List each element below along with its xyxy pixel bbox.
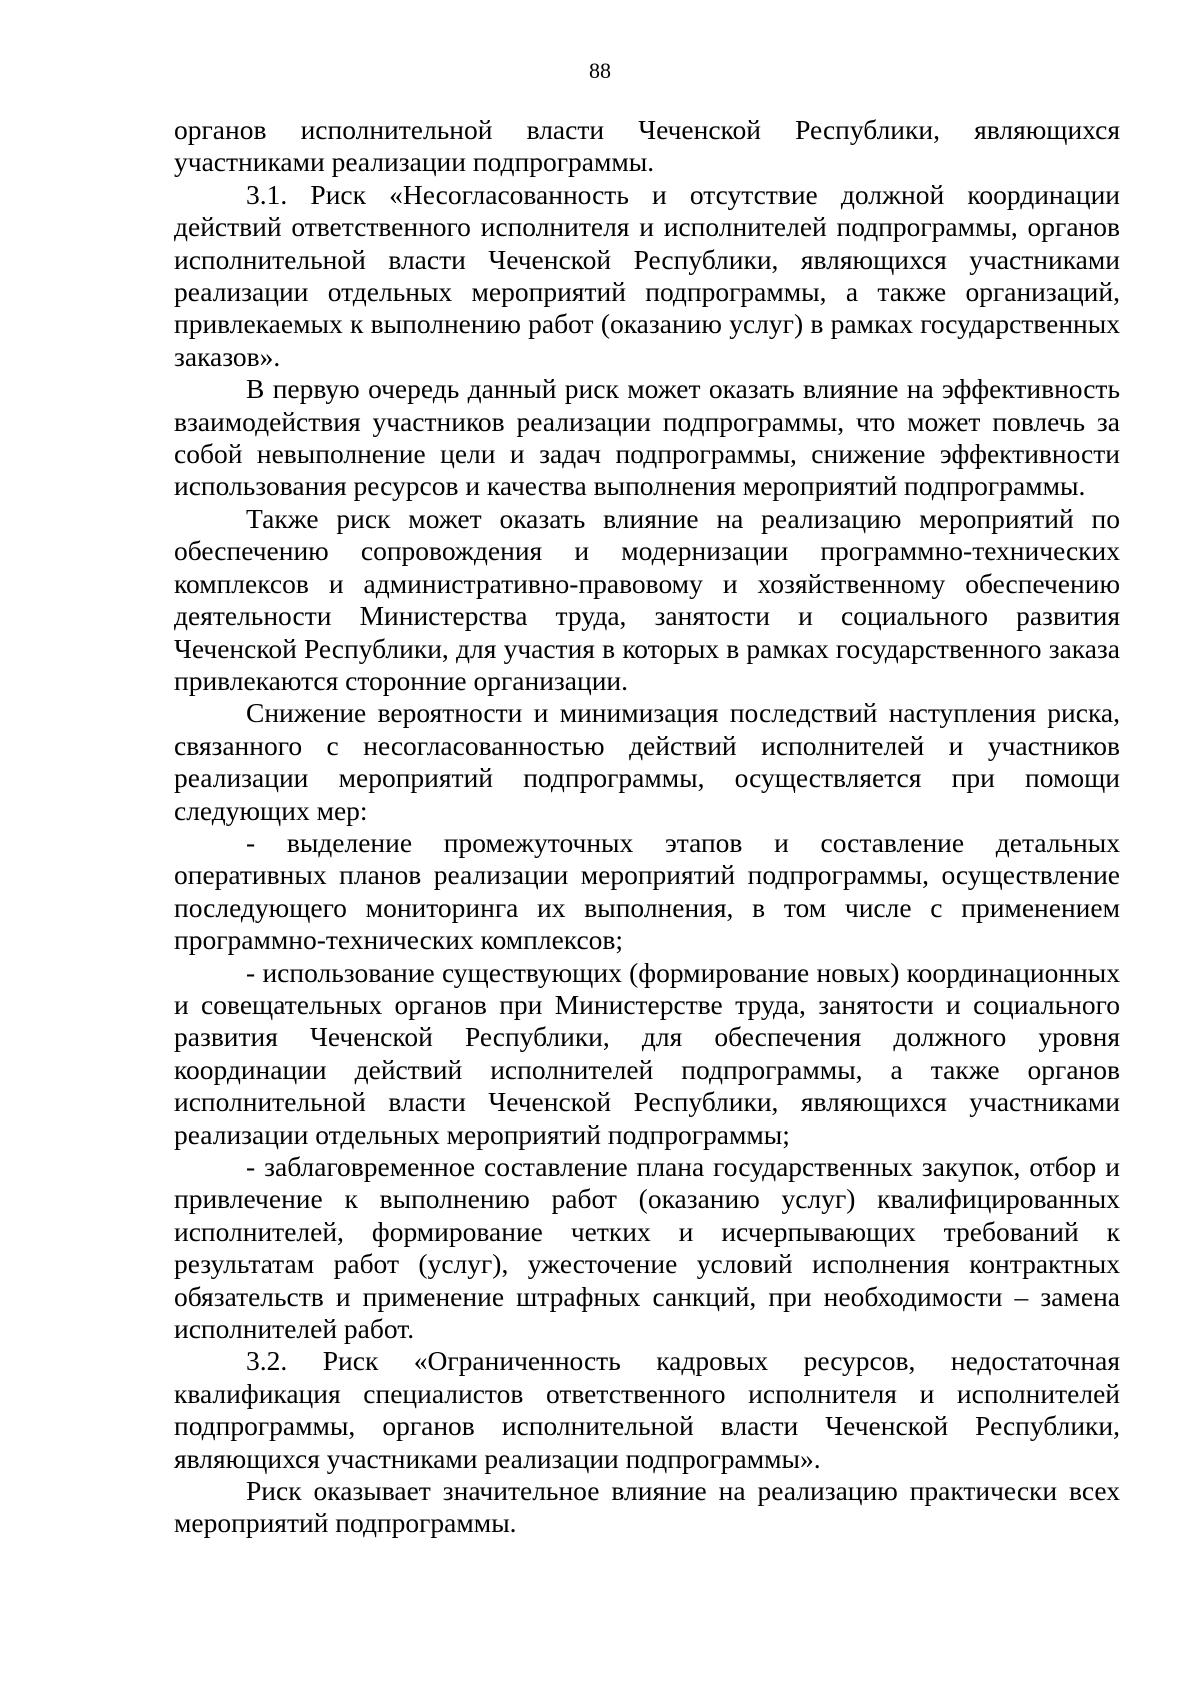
paragraph-continuation: органов исполнительной власти Чеченской Республики, являющихся участниками реализации подпрограммы.	[174, 114, 1120, 178]
page-number: 88	[589, 58, 611, 83]
paragraph-risk-3-1: 3.1. Риск «Несогласованность и отсутствие должной координации действий ответственного исполнителя и исполнителей подпрограммы, органов исполнительной власти Чеченской Республики, являющихся участниками реализации отдельных мероприятий подпрограммы, а также организаций, привлекаемых к выполнению работ (оказанию услуг) в рамках государственных заказов».	[174, 178, 1120, 372]
list-item-measure-2: - использование существующих (формирование новых) координационных и совещательных органов при Министерстве труда, занятости и социального развития Чеченской Республики, для обеспечения должного уровня координации действий исполнителей подпрограммы, а также органов исполнительной власти Чеченской Республики, являющихся участниками реализации отдельных мероприятий подпрограммы;	[174, 956, 1120, 1150]
paragraph-risk-also: Также риск может оказать влияние на реализацию мероприятий по обеспечению сопровождения и модернизации программно-технических комплексов и административно-правовому и хозяйственному обеспечению деятельности Министерства труда, занятости и социального развития Чеченской Республики, для участия в которых в рамках государственного заказа привлекаются сторонние организации.	[174, 502, 1120, 696]
paragraph-risk-3-2-impact: Риск оказывает значительное влияние на реализацию практически всех мероприятий подпрограммы.	[174, 1475, 1120, 1539]
list-item-measure-3: - заблаговременное составление плана государственных закупок, отбор и привлечение к выполнению работ (оказанию услуг) квалифицированных исполнителей, формирование четких и исчерпывающих требований к результатам работ (услуг), ужесточение условий исполнения контрактных обязательств и применение штрафных санкций, при необходимости – замена исполнителей работ.	[174, 1151, 1120, 1345]
list-item-measure-1: - выделение промежуточных этапов и составление детальных оперативных планов реализации мероприятий подпрограммы, осуществление последующего мониторинга их выполнения, в том числе с применением программно-технических комплексов;	[174, 826, 1120, 956]
paragraph-risk-3-2: 3.2. Риск «Ограниченность кадровых ресурсов, недостаточная квалификация специалистов ответственного исполнителя и исполнителей подпрограммы, органов исполнительной власти Чеченской Республики, являющихся участниками реализации подпрограммы».	[174, 1345, 1120, 1474]
paragraph-mitigation-intro: Снижение вероятности и минимизация последствий наступления риска, связанного с несогласованностью действий исполнителей и участников реализации мероприятий подпрограммы, осуществляется при помощи следующих мер:	[174, 697, 1120, 826]
paragraph-risk-impact: В первую очередь данный риск может оказать влияние на эффективность взаимодействия участников реализации подпрограммы, что может повлечь за собой невыполнение цели и задач подпрограммы, снижение эффективности использования ресурсов и качества выполнения мероприятий подпрограммы.	[174, 373, 1120, 502]
document-body	[174, 114, 1120, 1540]
